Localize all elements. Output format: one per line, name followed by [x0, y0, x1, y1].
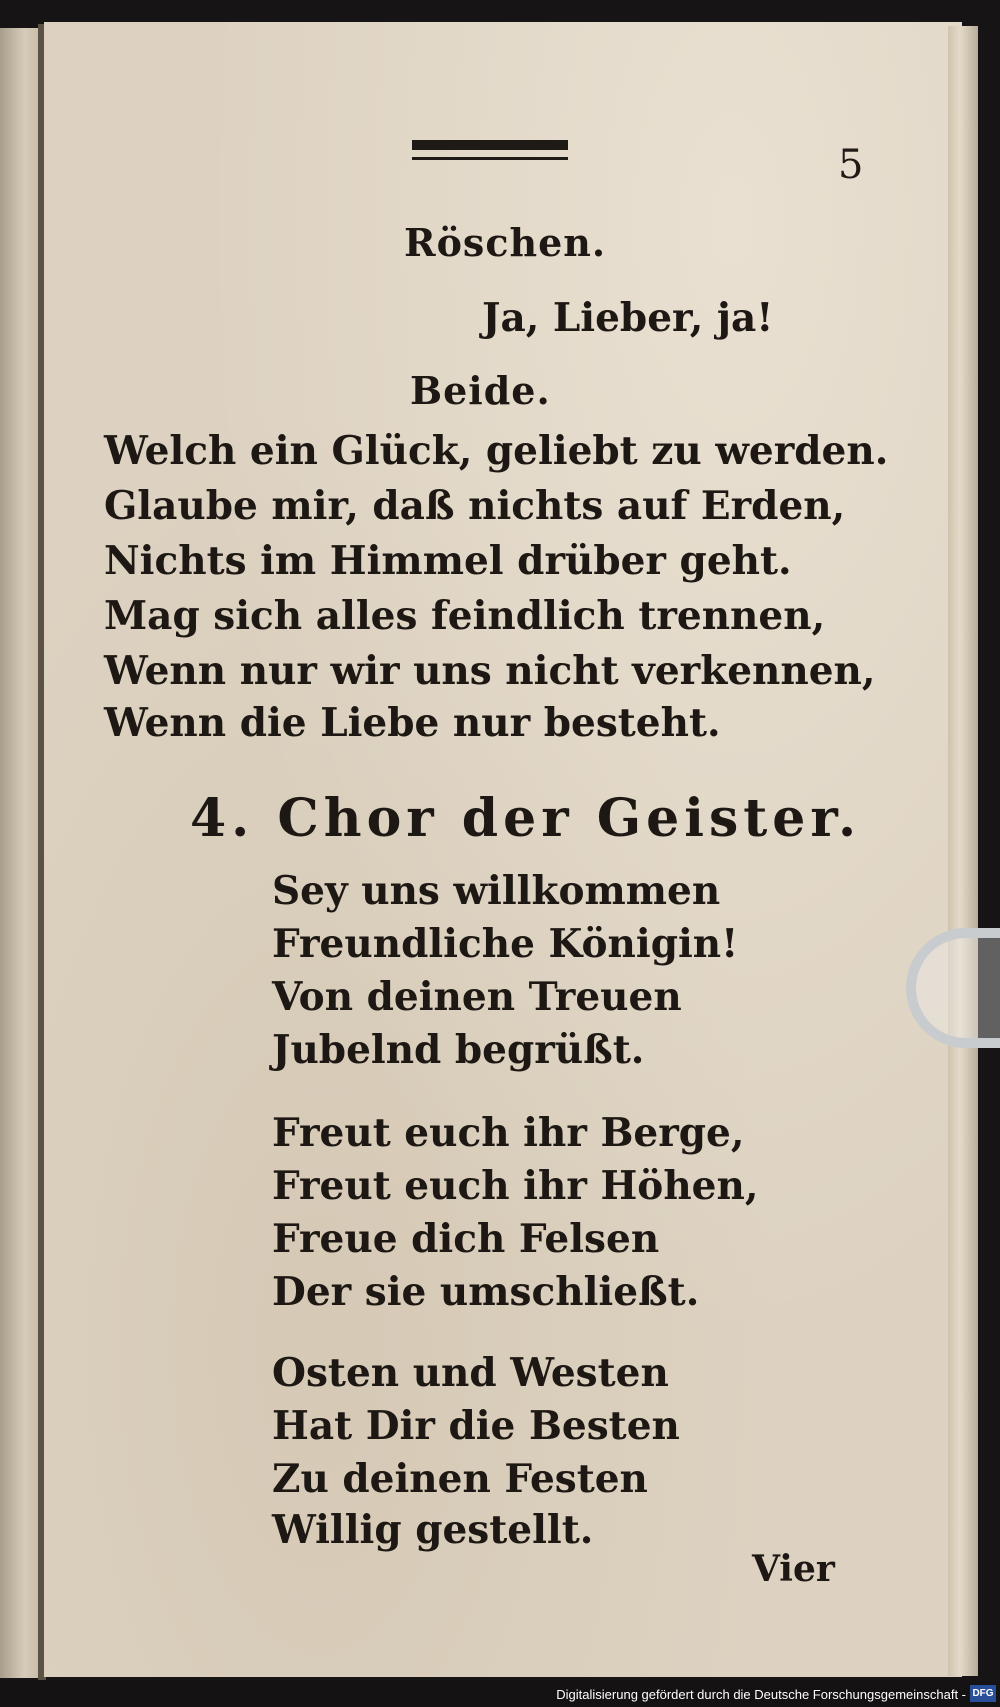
dfg-logo-icon: DFG — [970, 1685, 996, 1702]
verse-line: Osten und Westen — [272, 1350, 669, 1396]
verse-line: Welch ein Glück, geliebt zu werden. — [104, 428, 889, 474]
footer-credit: Digitalisierung gefördert durch die Deutsche Forschungsgemeinschaft - — [556, 1687, 966, 1702]
verse-line: Glaube mir, daß nichts auf Erden, — [104, 483, 846, 529]
verse-line: Zu deinen Festen — [272, 1456, 648, 1502]
verse-line: Der sie umschließt. — [272, 1269, 700, 1315]
verse-line: Mag sich alles feindlich trennen, — [104, 593, 826, 639]
verse-line: Wenn nur wir uns nicht verkennen, — [104, 648, 876, 694]
speaker-beide: Beide. — [410, 368, 551, 413]
verse-line: Willig gestellt. — [272, 1507, 594, 1553]
verse-line: Von deinen Treuen — [272, 974, 682, 1020]
verse-line: Freundliche Königin! — [272, 921, 739, 967]
facing-page-edge — [0, 28, 40, 1678]
verse-line: Hat Dir die Besten — [272, 1403, 680, 1449]
section-heading: 4. Chor der Geister. — [190, 788, 862, 849]
catchword: Vier — [752, 1548, 835, 1590]
speaker-roeschen: Röschen. — [404, 220, 607, 265]
header-rule-thin — [412, 157, 568, 160]
verse-line: Freut euch ihr Berge, — [272, 1110, 745, 1156]
verse-line: Freut euch ihr Höhen, — [272, 1163, 759, 1209]
verse-line: Freue dich Felsen — [272, 1216, 660, 1262]
speaker-roeschen-line: Ja, Lieber, ja! — [482, 295, 774, 341]
verse-line: Sey uns willkommen — [272, 868, 721, 914]
header-rule-thick — [412, 140, 568, 150]
verse-line: Jubelnd begrüßt. — [272, 1027, 645, 1073]
page-number: 5 — [838, 142, 864, 188]
verse-line: Nichts im Himmel drüber geht. — [104, 538, 792, 584]
page-stack-edge — [948, 26, 978, 1676]
verse-line: Wenn die Liebe nur besteht. — [104, 700, 721, 746]
digitization-footer — [0, 1681, 1000, 1707]
